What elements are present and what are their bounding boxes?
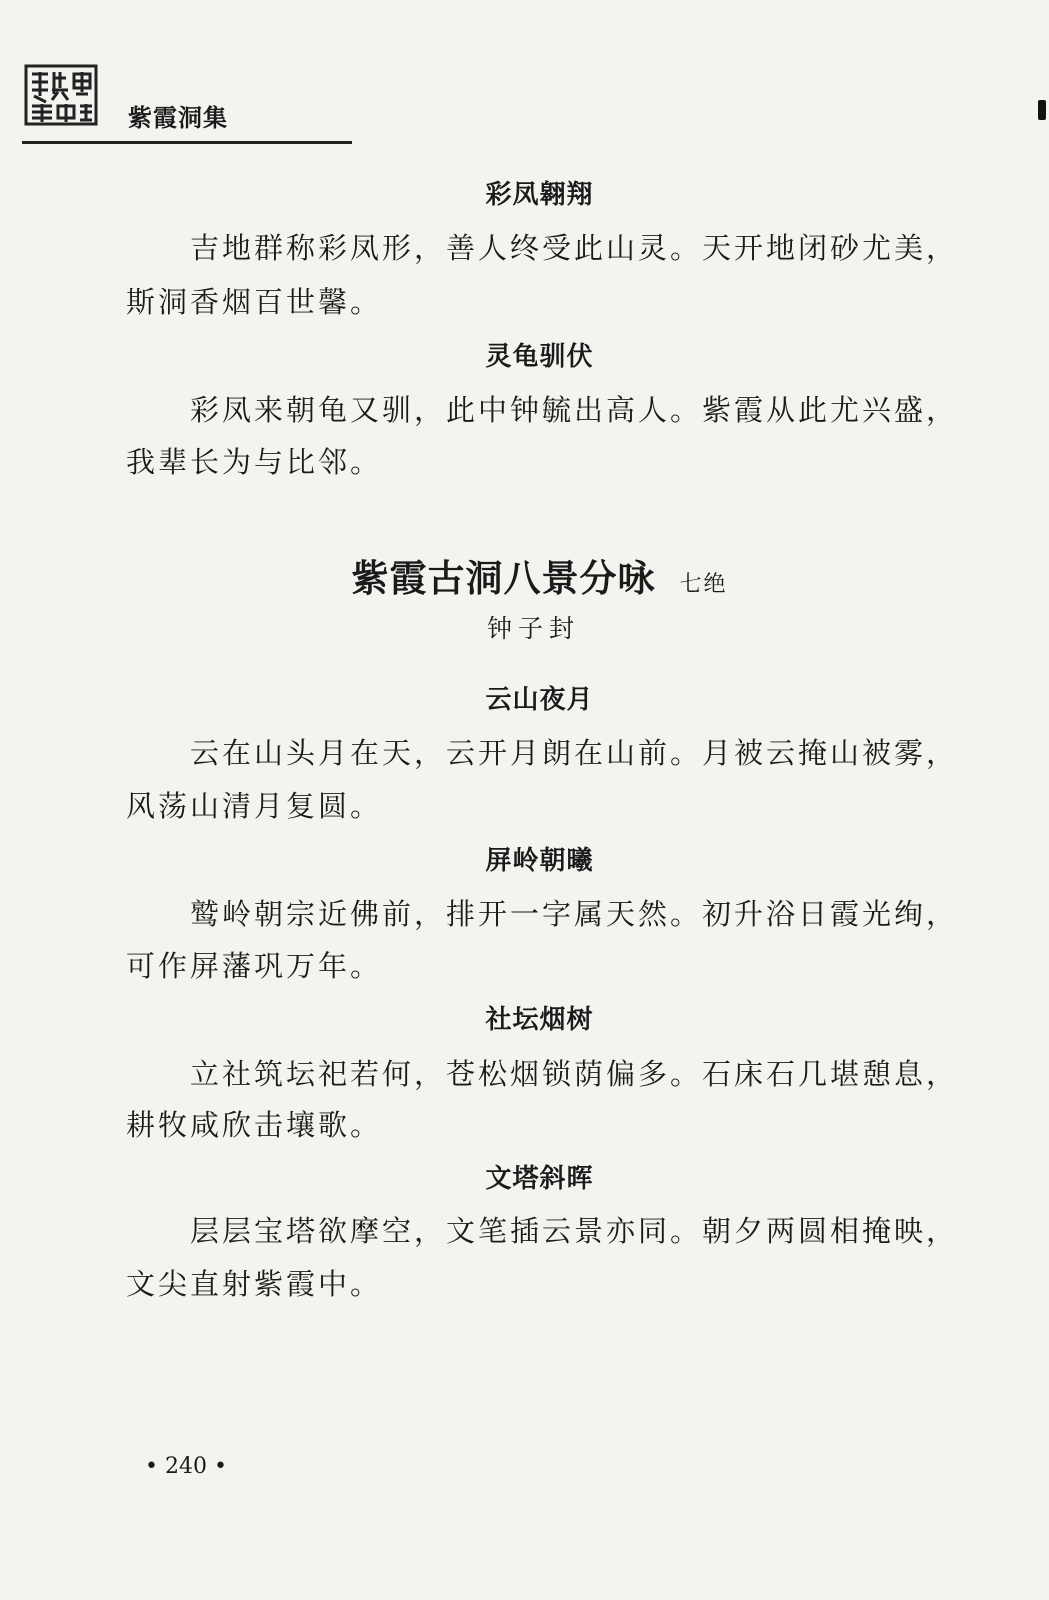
poem-line: 我辈长为与比邻。 [126, 445, 383, 479]
poem-line: 层层宝塔欲摩空，文笔插云景亦同。朝夕两圆相掩映， [190, 1214, 959, 1248]
poem-line: 可作屏藩巩万年。 [126, 949, 383, 983]
poem-line: 彩凤来朝龟又驯，此中钟毓出高人。紫霞从此尤兴盛， [190, 393, 959, 427]
poem-line: 文尖直射紫霞中。 [126, 1267, 383, 1301]
poem-line: 耕牧咸欣击壤歌。 [126, 1108, 383, 1142]
poem-line: 风荡山清月复圆。 [126, 789, 383, 823]
edge-mark [1038, 100, 1046, 120]
poem-line: 云在山头月在天，云开月朗在山前。月被云掩山被雾， [190, 736, 959, 770]
poem-title: 屏岭朝曦 [485, 846, 594, 876]
poem-title: 文塔斜晖 [485, 1164, 594, 1194]
poem-line: 立社筑坛祀若何，苍松烟锁荫偏多。石床石几堪憩息， [190, 1057, 959, 1091]
section-title: 紫霞古洞八景分咏 [351, 556, 656, 600]
running-header-title: 紫霞洞集 [128, 104, 228, 132]
section-heading [0, 548, 1049, 602]
header-rule [22, 141, 352, 144]
poem-title: 云山夜月 [485, 685, 594, 715]
verse-form-label: 七绝 [679, 572, 728, 597]
author-name: 钟子封 [486, 614, 580, 643]
poem-title: 彩凤翱翔 [485, 180, 594, 210]
page-number: • 240 • [145, 1454, 227, 1479]
poem-line: 斯洞香烟百世馨。 [126, 285, 383, 319]
poem-title: 灵龟驯伏 [485, 342, 594, 372]
poem-title: 社坛烟树 [485, 1005, 594, 1035]
poem-line: 吉地群称彩凤形，善人终受此山灵。天开地闭砂尤美， [190, 231, 959, 265]
poem-line: 鹫岭朝宗近佛前，排开一字属天然。初升浴日霞光绚， [190, 897, 959, 931]
seal-logo-icon [24, 64, 98, 126]
